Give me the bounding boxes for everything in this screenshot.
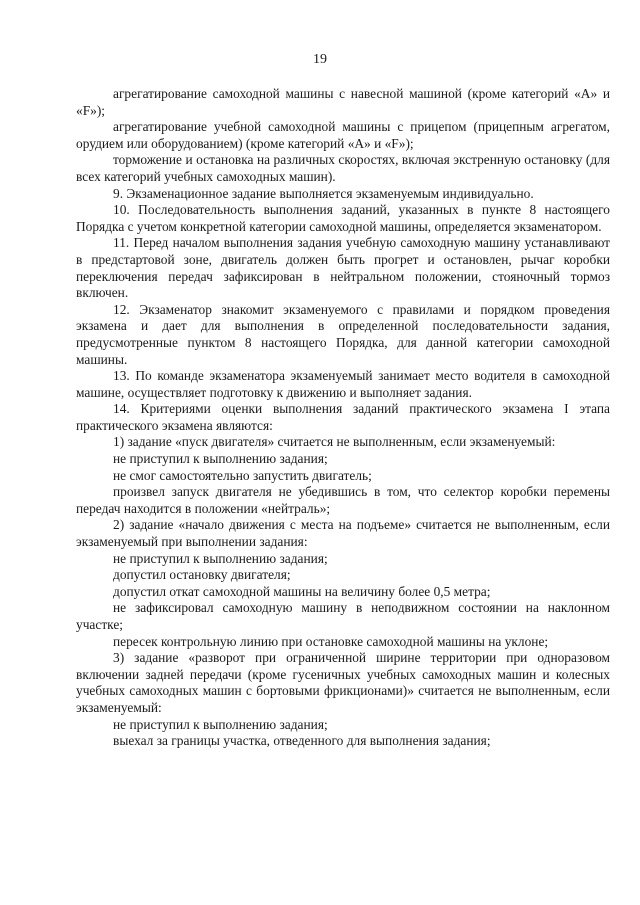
clause-14: 14. Критериями оценки выполнения заданий практического экзамена I этапа практического экзамена являются:: [76, 401, 610, 433]
page-number: 19: [313, 52, 327, 67]
criterion-3-item: выехал за границы участка, отведенного для выполнения задания;: [113, 733, 491, 749]
clause-9: 9. Экзаменационное задание выполняется экзаменуемым индивидуально.: [113, 185, 534, 201]
clause-12: 12. Экзаменатор знакомит экзаменуемого с правилами и порядком проведения экзамена и дает для выполнения в определенной последовательности задания, предусмотренные пунктом 8 настоящего Порядка, для данной категории самоходной машины.: [76, 301, 610, 367]
list-item-aggregation-mounted: агрегатирование самоходной машины с навесной машиной (кроме категорий «А» и «F»);: [76, 86, 610, 118]
criterion-1: 1) задание «пуск двигателя» считается не выполненным, если экзаменуемый:: [113, 434, 556, 450]
list-item-aggregation-trailer: агрегатирование учебной самоходной машины с прицепом (прицепным агрегатом, орудием или оборудованием) (кроме категорий «А» и «F»);: [76, 119, 610, 151]
criterion-3: 3) задание «разворот при ограниченной ширине территории при одноразовом включении задней передачи (кроме гусеничных учебных самоходных машин и колесных учебных самоходных машин с бортовыми фрикционами)» считается не выполненным, если экзаменуемый:: [76, 650, 610, 715]
criterion-2: 2) задание «начало движения с места на подъеме» считается не выполненным, если экзаменуемый при выполнении задания:: [76, 517, 610, 550]
criterion-2-item: допустил откат самоходной машины на величину более 0,5 метра;: [113, 583, 491, 599]
criterion-1-item: произвел запуск двигателя не убедившись в том, что селектор коробки перемены передач находится в положении «нейтраль»;: [76, 484, 610, 516]
criterion-3-item: не приступил к выполнению задания;: [113, 716, 328, 732]
document-body: [76, 86, 610, 750]
criterion-2-item: не приступил к выполнению задания;: [113, 550, 328, 566]
criterion-2-item: пересек контрольную линию при остановке самоходной машины на уклоне;: [113, 633, 549, 649]
clause-10: 10. Последовательность выполнения заданий, указанных в пункте 8 настоящего Порядка с учетом конкретной категории самоходной машины, определяется экзаменатором.: [76, 202, 610, 234]
criterion-1-item: не смог самостоятельно запустить двигатель;: [113, 467, 372, 483]
criterion-2-item: допустил остановку двигателя;: [113, 567, 291, 583]
clause-13: 13. По команде экзаменатора экзаменуемый занимает место водителя в самоходной машине, осуществляет подготовку к движению и выполняет задания.: [76, 368, 610, 400]
clause-11: 11. Перед началом выполнения задания учебную самоходную машину устанавливают в предстартовой зоне, двигатель должен быть прогрет и остановлен, рычаг коробки переключения передач зафиксирован в нейтральном положении, стояночный тормоз включен.: [76, 235, 610, 301]
criterion-2-item: не зафиксировал самоходную машину в неподвижном состоянии на наклонном участке;: [76, 600, 610, 632]
list-item-braking: торможение и остановка на различных скоростях, включая экстренную остановку (для всех категорий учебных самоходных машин).: [76, 152, 610, 184]
criterion-1-item: не приступил к выполнению задания;: [113, 451, 328, 467]
